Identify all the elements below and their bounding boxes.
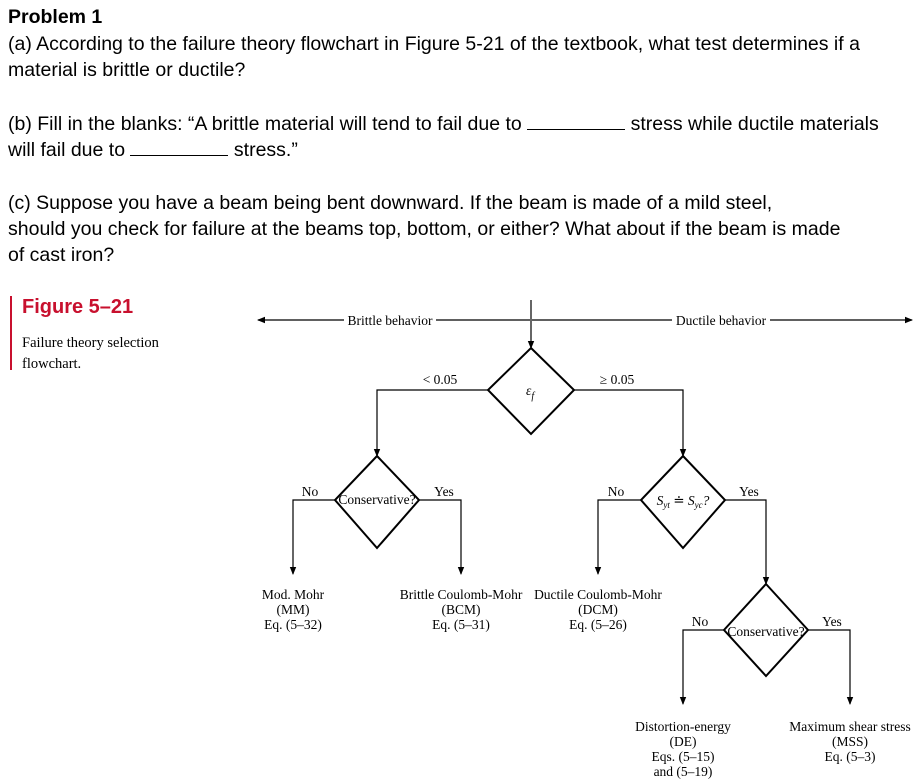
de-line3: Eqs. (5–15)	[651, 749, 715, 764]
mm-line2: (MM)	[276, 602, 310, 617]
ductile-yes-line	[725, 500, 766, 584]
strain-ge-label: ≥ 0.05	[599, 372, 635, 387]
dcm-line2: (DCM)	[578, 602, 618, 617]
question-b-line1-end: stress while ductile materials	[630, 113, 879, 135]
mss-line2: (MSS)	[831, 734, 869, 749]
mm-line3: Eq. (5–32)	[264, 617, 322, 632]
brittle-branch-line	[377, 390, 488, 456]
syt-letter: S	[656, 493, 664, 508]
question-c-line3: of cast iron?	[8, 244, 115, 266]
bcm-line2: (BCM)	[441, 602, 481, 617]
mss-line3: Eq. (5–3)	[824, 749, 876, 764]
question-a-line1: (a) According to the failure theory flowchart in Figure 5-21 of the textbook, what test determines if a	[8, 33, 860, 55]
figure-label: Figure 5–21	[22, 296, 134, 318]
brittle-no-label: No	[301, 484, 319, 499]
strain-symbol	[526, 383, 535, 402]
problem-title: Problem 1	[8, 6, 103, 28]
figure-caption-line1: Failure theory selection	[22, 335, 159, 351]
mss-line1: Maximum shear stress	[789, 719, 911, 734]
ductile-behavior-label: Ductile behavior	[675, 313, 767, 328]
conservative-label-brittle: Conservative?	[338, 492, 416, 507]
mm-line1: Mod. Mohr	[261, 587, 325, 602]
brittle-yes-line	[419, 500, 461, 574]
strain-lt-label: < 0.05	[422, 372, 458, 387]
de-line1: Distortion-energy	[635, 719, 731, 734]
de-line4: and (5–19)	[653, 764, 713, 779]
ductile-branch-line	[574, 390, 683, 456]
bcm-line1: Brittle Coulomb-Mohr	[399, 587, 523, 602]
strain-subscript: f	[531, 391, 535, 402]
result-brittle-coulomb-mohr	[400, 587, 523, 632]
question-a-line2: material is brittle or ductile?	[8, 59, 246, 81]
de-line2: (DE)	[669, 734, 697, 749]
dcm-line3: Eq. (5–26)	[569, 617, 627, 632]
strain-symbol-letter: ε	[526, 383, 532, 398]
ductile-conservative-yes-line	[808, 630, 850, 704]
question-b-line2-end: stress.”	[233, 139, 298, 161]
brittle-behavior-label: Brittle behavior	[347, 313, 433, 328]
ductile-yes-label: Yes	[739, 484, 759, 499]
question-c-line2: should you check for failure at the beams top, bottom, or either? What about if the beam is made	[8, 218, 841, 240]
question-b-line2-start: will fail due to	[8, 139, 126, 161]
conservative-label-ductile: Conservative?	[727, 624, 805, 639]
result-distortion-energy	[635, 719, 731, 779]
result-mod-mohr	[262, 587, 325, 632]
ductile-conservative-no-label: No	[691, 614, 709, 629]
ductile-no-label: No	[607, 484, 625, 499]
brittle-no-line	[293, 500, 335, 574]
bcm-line3: Eq. (5–31)	[432, 617, 490, 632]
ductile-conservative-no-line	[683, 630, 724, 704]
result-ductile-coulomb-mohr	[534, 587, 662, 632]
syt-syc-label: $S_{yt}$ ≐ $S_{yc}$?	[656, 493, 710, 510]
brittle-yes-label: Yes	[434, 484, 454, 499]
figure-caption-line2: flowchart.	[22, 356, 82, 372]
question-b-line1-start: (b) Fill in the blanks: “A brittle material will tend to fail due to	[8, 113, 522, 135]
ductile-conservative-yes-label: Yes	[822, 614, 842, 629]
dcm-line1: Ductile Coulomb-Mohr	[534, 587, 662, 602]
syc-letter: S	[687, 493, 695, 508]
question-c-line1: (c) Suppose you have a beam being bent downward. If the beam is made of a mild steel,	[8, 192, 773, 214]
ductile-no-line	[598, 500, 641, 574]
result-maximum-shear-stress	[789, 719, 910, 764]
